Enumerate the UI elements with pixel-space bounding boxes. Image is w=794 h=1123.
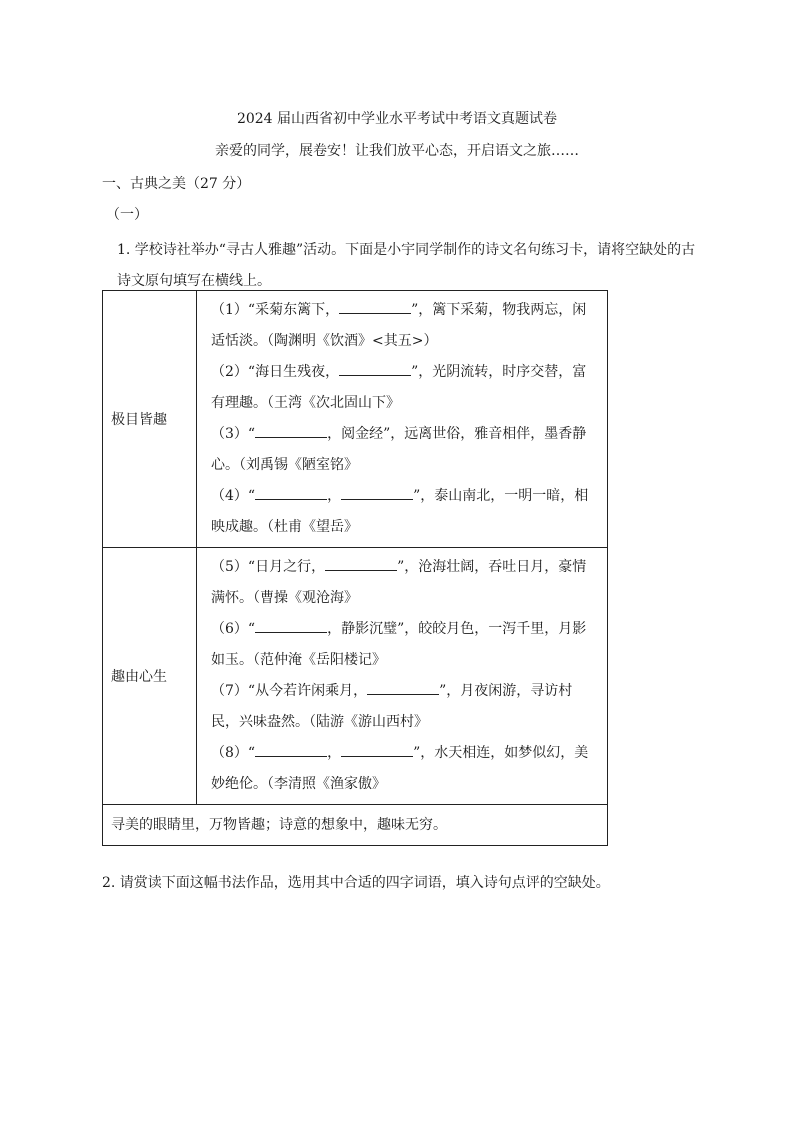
greeting-line: 亲爱的同学，展卷安！让我们放平心态，开启语文之旅……	[215, 143, 579, 159]
answer-blank[interactable]	[325, 556, 397, 571]
item-5: （5）“日月之行， ”，沧海壮阔，吞吐日月，豪情满怀。（曹操《观沧海》	[211, 552, 599, 614]
group-1-items	[197, 291, 608, 548]
answer-blank[interactable]	[255, 423, 327, 438]
subsection-heading: （一）	[106, 207, 148, 223]
item-1: （1）“采菊东篱下， ”，篱下采菊，物我两忘，闲适恬淡。（陶渊明《饮酒》<其五>）	[211, 295, 599, 357]
answer-blank[interactable]	[255, 485, 327, 500]
answer-blank[interactable]	[341, 742, 413, 757]
answer-blank[interactable]	[367, 680, 439, 695]
section-heading: 一、古典之美（27 分）	[102, 176, 251, 192]
answer-blank[interactable]	[255, 742, 327, 757]
item-7: （7）“从今若许闲乘月， ”，月夜闲游，寻访村民，兴味盎然。（陆游《游山西村》	[211, 676, 599, 738]
item-3: （3）“ ，阅金经”，远离世俗，雅音相伴，墨香静心。（刘禹锡《陋室铭》	[211, 419, 599, 481]
item-8: （8）“ ， ”，水天相连，如梦似幻，美妙绝伦。（李清照《渔家傲》	[211, 738, 599, 800]
group-2-items	[197, 548, 608, 805]
answer-blank[interactable]	[339, 361, 411, 376]
question-1-text: 1. 学校诗社举办“寻古人雅趣”活动。下面是小宇同学制作的诗文名句练习卡，请将空缺处的古诗文原句填写在横线上。	[117, 242, 696, 289]
exam-title: 2024 届山西省初中学业水平考试中考语文真题试卷	[236, 111, 558, 127]
group-label-1: 极目皆趣	[103, 291, 197, 548]
item-6: （6）“ ，静影沉璧”，皎皎月色，一泻千里，月影如玉。（范仲淹《岳阳楼记》	[211, 614, 599, 676]
question-2-text: 2. 请赏读下面这幅书法作品，选用其中合适的四字词语，填入诗句点评的空缺处。	[102, 875, 610, 891]
card-footer: 寻美的眼睛里，万物皆趣；诗意的想象中，趣味无穷。	[103, 805, 608, 846]
answer-blank[interactable]	[341, 485, 413, 500]
item-4: （4）“ ， ”，泰山南北，一明一暗，相映成趣。（杜甫《望岳》	[211, 481, 599, 543]
poetry-practice-card	[102, 290, 608, 846]
answer-blank[interactable]	[339, 299, 411, 314]
group-label-2: 趣由心生	[103, 548, 197, 805]
item-2: （2）“海日生残夜， ”，光阴流转，时序交替，富有理趣。（王湾《次北固山下》	[211, 357, 599, 419]
answer-blank[interactable]	[255, 618, 327, 633]
